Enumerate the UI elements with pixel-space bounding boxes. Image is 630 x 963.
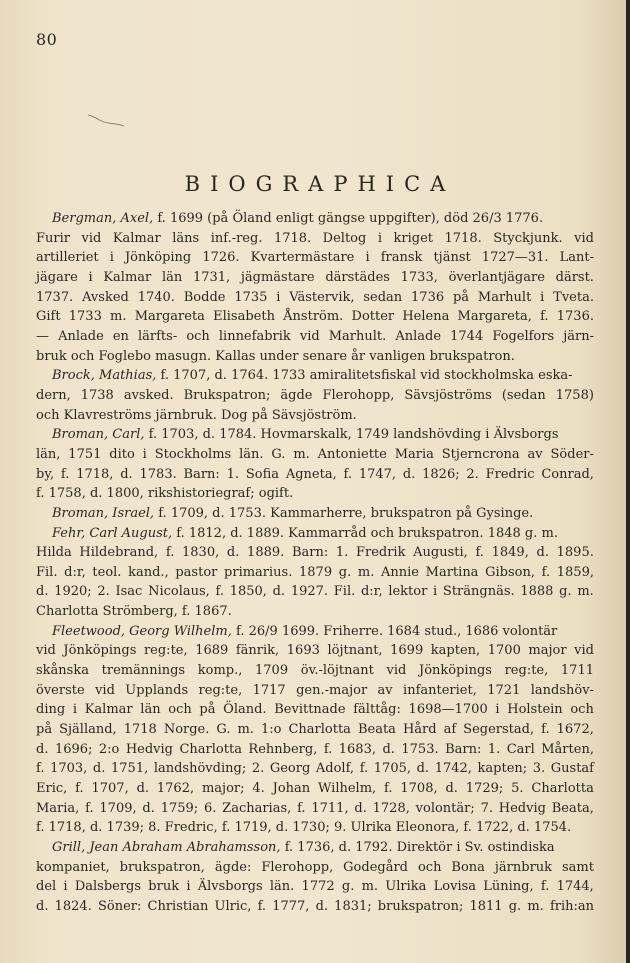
entry-line: f. 1758, d. 1800, rikshistoriegraf; ogift. <box>36 486 294 502</box>
entry-line: Charlotta Strömberg, f. 1867. <box>36 604 232 620</box>
page-edge-shadow <box>626 0 630 963</box>
entry-line: dern, 1738 avsked. Brukspatron; ägde Flerohopp, Sävsjöströms (sedan 1758) <box>36 387 594 403</box>
entry-line: och Klavreströms järnbruk. Dog på Sävsjöström. <box>36 407 357 423</box>
entry-line: Fehr, Carl August, f. 1812, d. 1889. Kammarråd och brukspatron. 1848 g. m. <box>52 525 558 541</box>
entry-line: Fleetwood, Georg Wilhelm, f. 26/9 1699. Friherre. 1684 stud., 1686 volontär <box>52 623 558 639</box>
entry-line: kompaniet, brukspatron, ägde: Flerohopp, Godegård och Bona järnbruk samt <box>36 859 594 875</box>
entry-name: Bergman, Axel, <box>52 211 154 226</box>
entry-line: Broman, Israel, f. 1709, d. 1753. Kammarherre, brukspatron på Gysinge. <box>52 505 534 521</box>
entry-name: Grill, Jean Abraham Abrahamsson, <box>52 840 281 855</box>
entry-name: Brock, Mathias, <box>52 368 157 384</box>
entry-grill <box>36 838 594 917</box>
entry-broman-israel <box>36 504 594 524</box>
entry-line: Brock, Mathias, f. 1707, d. 1764. 1733 amiralitetsfiskal vid stockholmska eska- <box>52 368 573 384</box>
biography-entries <box>36 209 594 917</box>
entry-line: ding i Kalmar län och på Öland. Bevittnade fälttåg: 1698—1700 i Holstein och <box>36 702 594 718</box>
entry-line: artilleriet i Jönköping 1726. Kvartermästare i fransk tjänst 1727—31. Lant- <box>36 250 594 266</box>
entry-name: Fehr, Carl August, <box>52 525 173 541</box>
entry-line: bruk och Foglebo masugn. Kallas under senare år vanligen brukspatron. <box>36 348 515 364</box>
entry-line: Furir vid Kalmar läns inf.-reg. 1718. Deltog i kriget 1718. Styckjunk. vid <box>36 230 594 246</box>
entry-fehr <box>36 524 594 622</box>
section-heading: BIOGRAPHICA <box>184 172 456 196</box>
entry-line: d. 1824. Söner: Christian Ulric, f. 1777, d. 1831; brukspatron; 1811 g. m. frih:an <box>36 898 594 914</box>
entry-line: Fil. d:r, teol. kand., pastor primarius. 1879 g. m. Annie Martina Gibson, f. 1859, <box>36 564 594 580</box>
entry-line: by, f. 1718, d. 1783. Barn: 1. Sofia Agneta, f. 1747, d. 1826; 2. Fredric Conrad, <box>36 466 594 482</box>
entry-line: f. 1703, d. 1751, landshövding; 2. Georg Adolf, f. 1705, d. 1742, kapten; 3. Gustaf <box>36 761 594 777</box>
entry-line: Gift 1733 m. Margareta Elisabeth Ånström. Dotter Helena Margareta, f. 1736. <box>36 309 594 325</box>
entry-line: Hilda Hildebrand, f. 1830, d. 1889. Barn: 1. Fredrik Augusti, f. 1849, d. 1895. <box>36 545 594 561</box>
entry-line: jägare i Kalmar län 1731, jägmästare därstädes 1733, överlantjägare därst. <box>36 269 594 285</box>
entry-line: del i Dalsbergs bruk i Älvsborgs län. 1772 g. m. Ulrika Lovisa Lüning, f. 1744, <box>36 879 594 895</box>
pencil-mark-icon <box>86 112 126 128</box>
entry-fleetwood <box>36 622 594 838</box>
entry-line: — Anlade en lärfts- och linnefabrik vid Marhult. Anlade 1744 Fogelfors järn- <box>36 328 594 344</box>
entry-line: på Själland, 1718 Norge. G. m. 1:o Charlotta Beata Hård af Segerstad, f. 1672, <box>36 722 594 738</box>
entry-line: 1737. Avsked 1740. Bodde 1735 i Västervik, sedan 1736 på Marhult i Tveta. <box>36 289 594 305</box>
entry-name: Broman, Israel, <box>52 505 155 521</box>
entry-line: överste vid Upplands reg:te, 1717 gen.-major av infanteriet, 1721 landshöv- <box>36 682 594 698</box>
entry-line: f. 1718, d. 1739; 8. Fredric, f. 1719, d. 1730; 9. Ulrika Eleonora, f. 1722, d. 1754. <box>36 820 572 836</box>
entry-brock <box>36 366 594 425</box>
entry-line: d. 1920; 2. Isac Nicolaus, f. 1850, d. 1927. Fil. d:r, lektor i Strängnäs. 1888 g. m. <box>36 584 594 600</box>
entry-line: vid Jönköpings reg:te, 1689 fänrik, 1693 löjtnant, 1699 kapten, 1700 major vid <box>36 643 594 659</box>
entry-line: skånska tremännings komp., 1709 öv.-löjtnant vid Jönköpings reg:te, 1711 <box>36 663 594 679</box>
entry-bergman <box>36 209 594 366</box>
page-number: 80 <box>36 30 58 49</box>
entry-line: Broman, Carl, f. 1703, d. 1784. Hovmarskalk, 1749 landshövding i Älvsborgs <box>52 427 559 443</box>
entry-line: Maria, f. 1709, d. 1759; 6. Zacharias, f. 1711, d. 1728, volontär; 7. Hedvig Beata, <box>36 800 594 816</box>
entry-line: Eric, f. 1707, d. 1762, major; 4. Johan Wilhelm, f. 1708, d. 1729; 5. Charlotta <box>36 781 594 797</box>
entry-name: Fleetwood, Georg Wilhelm, <box>52 623 232 639</box>
entry-broman-carl <box>36 425 594 504</box>
entry-line: län, 1751 dito i Stockholms län. G. m. Antoniette Maria Stjerncrona av Söder- <box>36 446 594 462</box>
entry-line: Grill, Jean Abraham Abrahamsson, f. 1736, d. 1792. Direktör i Sv. ostindiska <box>52 840 555 855</box>
entry-name: Broman, Carl, <box>52 427 145 443</box>
entry-line: d. 1696; 2:o Hedvig Charlotta Rehnberg, f. 1683, d. 1753. Barn: 1. Carl Mårten, <box>36 741 594 757</box>
entry-line: Bergman, Axel, f. 1699 (på Öland enligt gängse uppgifter), död 26/3 1776. <box>52 211 544 226</box>
